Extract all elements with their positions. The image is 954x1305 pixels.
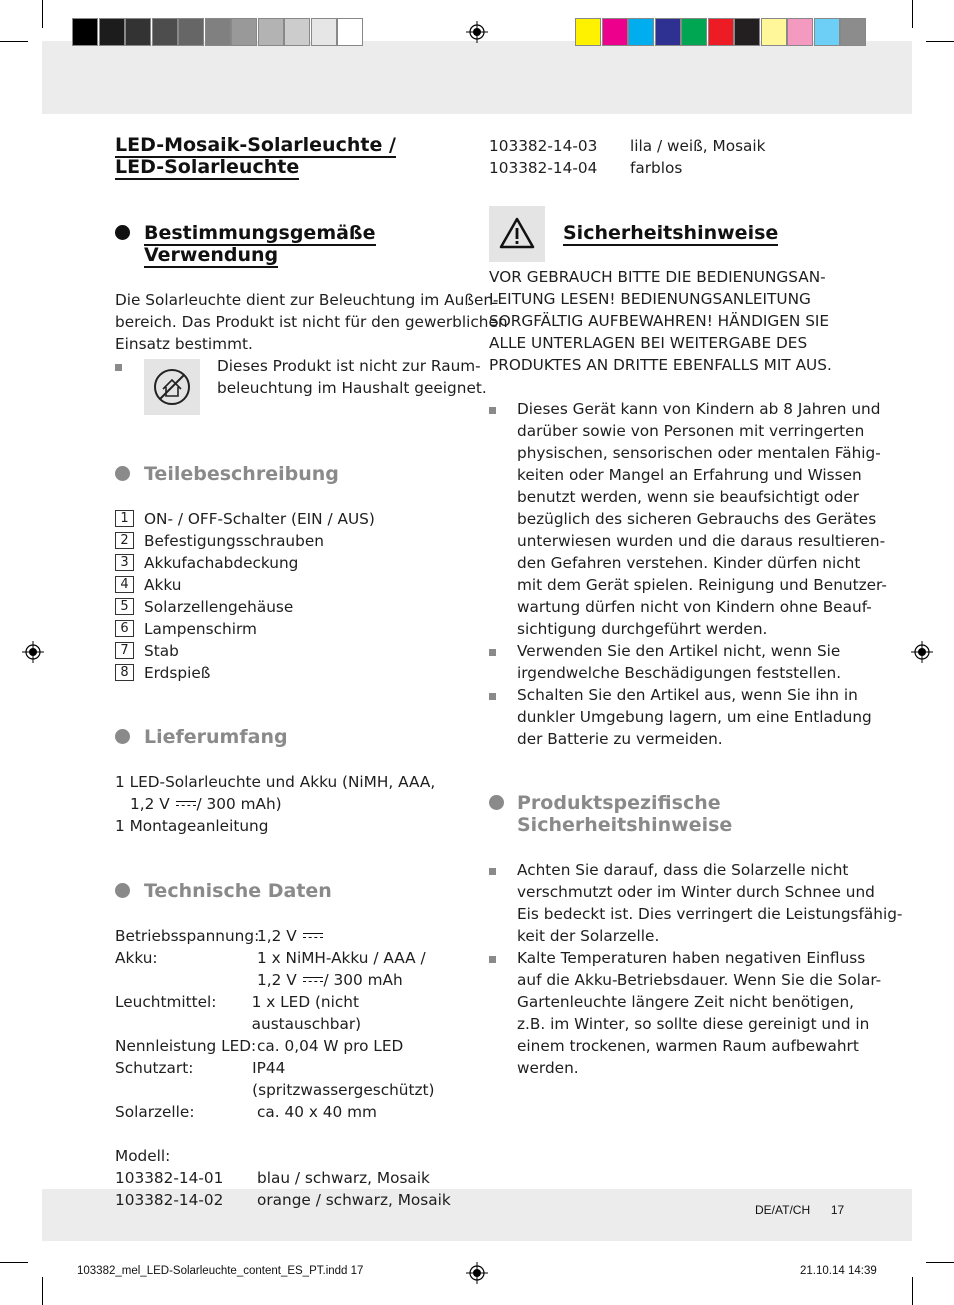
list-item-line: irgendwelche Beschädigungen feststellen. — [517, 664, 842, 682]
product-safety-list — [489, 859, 903, 1079]
dc-symbol-icon — [303, 932, 323, 941]
part-label: ON- / OFF-Schalter (EIN / AUS) — [144, 510, 375, 528]
list-item-line: Schalten Sie den Artikel aus, wenn Sie ihn in — [517, 686, 858, 704]
tech-label: Akku: — [115, 949, 158, 967]
tech-table — [115, 925, 465, 1211]
part-label: Befestigungsschrauben — [144, 532, 324, 550]
parts-list — [115, 508, 445, 684]
product-safety-heading-line: Sicherheitshinweise — [517, 814, 733, 836]
dc-symbol-icon — [303, 976, 323, 985]
usage-note-line: Dieses Produkt ist nicht zur Raum- — [217, 357, 481, 375]
model-code: 103382-14-04 — [489, 159, 598, 177]
header-band — [42, 41, 912, 114]
usage-line: Einsatz bestimmt. — [115, 335, 253, 353]
safety-caps-line: VOR GEBRAUCH BITTE DIE BEDIENUNGSAN- — [489, 268, 826, 286]
list-bullet — [489, 693, 496, 700]
tech-value: ca. 40 x 40 mm — [257, 1103, 377, 1121]
list-bullet — [489, 956, 496, 963]
list-item-line: dunkler Umgebung lagern, um eine Entladung — [517, 708, 872, 726]
model-code: 103382-14-02 — [115, 1191, 224, 1209]
tech-row — [115, 1035, 465, 1057]
color-swatch — [840, 18, 866, 46]
heading-bullet — [115, 466, 130, 481]
color-swatch — [575, 18, 601, 46]
list-item-line: Achten Sie darauf, dass die Solarzelle nicht — [517, 861, 849, 879]
list-item-line: physischen, sensorischen oder mentalen Fähig- — [517, 444, 881, 462]
heading-bullet — [115, 729, 130, 744]
tech-label: Schutzart: — [115, 1059, 194, 1077]
part-number: 7 — [115, 642, 134, 659]
list-item-line: Verwenden Sie den Artikel nicht, wenn Sie — [517, 642, 841, 660]
model-row — [115, 1189, 465, 1211]
section-heading-usage — [144, 222, 376, 266]
registration-mark-icon — [22, 641, 44, 663]
model-desc: lila / weiß, Mosaik — [630, 137, 766, 155]
list-bullet — [489, 868, 496, 875]
section-heading-safety — [563, 222, 778, 244]
scope-text — [115, 771, 435, 837]
list-item-line: Eis bedeckt ist. Dies verringert die Leistungsfähig- — [517, 905, 903, 923]
crop-mark — [42, 0, 43, 28]
list-item-line: darüber sowie von Personen mit verringerten — [517, 422, 865, 440]
color-swatch — [125, 18, 151, 46]
list-item-line: keiten oder Mangel an Erfahrung und Wissen — [517, 466, 862, 484]
crop-mark — [42, 1277, 43, 1305]
usage-line: Die Solarleuchte dient zur Beleuchtung im Außen- — [115, 291, 499, 309]
tech-value: 1 x NiMH-Akku / AAA / — [257, 949, 426, 967]
part-label: Erdspieß — [144, 664, 211, 682]
model-label: Modell: — [115, 1147, 171, 1165]
color-swatch — [337, 18, 363, 46]
tech-label: Nennleistung LED: — [115, 1037, 257, 1055]
list-item-line: verschmutzt oder im Winter durch Schnee und — [517, 883, 875, 901]
list-bullet — [489, 407, 496, 414]
slug-file: 103382_mel_LED-Solarleuchte_content_ES_PT.indd 17 — [77, 1265, 364, 1277]
registration-mark-icon — [466, 1262, 488, 1284]
list-item-line: mit dem Gerät spielen. Reinigung und Benutzer- — [517, 576, 887, 594]
safety-caps — [489, 266, 849, 376]
crop-mark — [912, 0, 913, 28]
part-label: Lampenschirm — [144, 620, 257, 638]
part-label: Akkufachabdeckung — [144, 554, 299, 572]
tech-row — [115, 947, 465, 969]
tech-row — [115, 991, 465, 1035]
tech-label: Betriebsspannung: — [115, 927, 260, 945]
safety-list — [489, 398, 887, 750]
color-swatch — [681, 18, 707, 46]
list-item-line: unterwiesen wurden und die daraus resultieren- — [517, 532, 886, 550]
part-label: Akku — [144, 576, 182, 594]
list-item-line: auf die Akku-Betriebsdauer. Wenn Sie die Solar- — [517, 971, 882, 989]
crop-mark — [926, 41, 954, 42]
color-swatch — [258, 18, 284, 46]
color-swatch — [99, 18, 125, 46]
tech-row — [115, 969, 465, 991]
color-swatch — [152, 18, 178, 46]
color-swatch — [761, 18, 787, 46]
part-label: Solarzellengehäuse — [144, 598, 294, 616]
color-swatch — [655, 18, 681, 46]
color-swatch — [284, 18, 310, 46]
registration-mark-icon — [911, 641, 933, 663]
list-bullet — [489, 649, 496, 656]
part-number: 8 — [115, 664, 134, 681]
model-desc: blau / schwarz, Mosaik — [257, 1169, 430, 1187]
tech-value: 1 x LED (nicht austauschbar) — [251, 993, 362, 1033]
list-item-line: wartung dürfen nicht von Kindern ohne Beauf- — [517, 598, 872, 616]
safety-caps-line: SORGFÄLTIG AUFBEWAHREN! HÄNDIGEN SIE — [489, 312, 830, 330]
list-item-line: Kalte Temperaturen haben negativen Einfluss — [517, 949, 866, 967]
tech-label: Solarzelle: — [115, 1103, 195, 1121]
part-number: 3 — [115, 554, 134, 571]
scope-line: 1 LED-Solarleuchte und Akku (NiMH, AAA, — [115, 773, 436, 791]
color-swatch — [311, 18, 337, 46]
heading-bullet — [115, 225, 130, 240]
safety-caps-line: PRODUKTES AN DRITTE EBENFALLS MIT AUS. — [489, 356, 832, 374]
tech-value: IP44 (spritzwassergeschützt) — [252, 1059, 435, 1099]
part-label: Stab — [144, 642, 179, 660]
page-footer — [755, 1203, 844, 1217]
color-swatch — [178, 18, 204, 46]
usage-text — [115, 289, 508, 355]
footer-locale: DE/AT/CH — [755, 1203, 811, 1217]
list-item-line: Gartenleuchte längere Zeit nicht benötigen, — [517, 993, 855, 1011]
model-desc: orange / schwarz, Mosaik — [257, 1191, 451, 1209]
crop-mark — [0, 1262, 28, 1263]
model-row — [489, 157, 829, 179]
registration-mark-icon — [466, 21, 488, 43]
section-heading-parts: Teilebeschreibung — [144, 463, 339, 485]
model-code: 103382-14-03 — [489, 137, 598, 155]
scope-line — [115, 793, 435, 815]
scope-capacity: / 300 mAh) — [196, 795, 282, 813]
color-swatch — [205, 18, 231, 46]
color-swatch — [628, 18, 654, 46]
model-continuation — [489, 135, 829, 179]
scope-voltage: 1,2 V — [130, 795, 170, 813]
safety-caps-line: LEITUNG LESEN! BEDIENUNGSANLEITUNG — [489, 290, 811, 308]
list-item-line: einem trockenen, warmen Raum aufbewahrt — [517, 1037, 859, 1055]
color-swatch — [708, 18, 734, 46]
usage-note — [217, 355, 487, 399]
crop-mark — [912, 1277, 913, 1305]
usage-heading-line-2: Verwendung — [144, 244, 279, 266]
model-code: 103382-14-01 — [115, 1169, 224, 1187]
list-item-line: der Batterie zu vermeiden. — [517, 730, 723, 748]
section-heading-product-safety — [517, 792, 732, 836]
model-row — [115, 1167, 465, 1189]
list-item-line: z.B. im Winter, so sollte diese gereinigt und in — [517, 1015, 870, 1033]
scope-line: 1 Montageanleitung — [115, 817, 269, 835]
list-item-line: werden. — [517, 1059, 579, 1077]
list-item-line: Dieses Gerät kann von Kindern ab 8 Jahren und — [517, 400, 881, 418]
part-number: 5 — [115, 598, 134, 615]
no-indoor-house-icon — [144, 359, 200, 415]
color-swatch — [231, 18, 257, 46]
list-item-line: benutzt werden, wenn sie beaufsichtigt oder — [517, 488, 860, 506]
title-line-2: LED-Solarleuchte — [115, 156, 300, 178]
model-desc: farblos — [630, 159, 683, 177]
tech-row — [115, 925, 465, 947]
tech-row — [115, 1101, 465, 1123]
page-number: 17 — [830, 1203, 845, 1217]
color-swatch — [734, 18, 760, 46]
heading-bullet — [489, 795, 504, 810]
part-number: 1 — [115, 510, 134, 527]
tech-value: ca. 0,04 W pro LED — [257, 1037, 404, 1055]
list-item-line: keit der Solarzelle. — [517, 927, 660, 945]
color-swatch — [814, 18, 840, 46]
tech-row — [115, 1057, 465, 1101]
tech-value — [257, 925, 324, 947]
part-number: 6 — [115, 620, 134, 637]
product-safety-heading-line: Produktspezifische — [517, 792, 721, 814]
tech-value-text: / 300 mAh — [323, 971, 403, 989]
model-row — [489, 135, 829, 157]
safety-caps-line: ALLE UNTERLAGEN BEI WEITERGABE DES — [489, 334, 808, 352]
tech-value — [257, 969, 403, 991]
slug-date: 21.10.14 14:39 — [800, 1265, 877, 1277]
part-number: 4 — [115, 576, 134, 593]
document-title — [115, 134, 396, 178]
crop-mark — [0, 41, 28, 42]
tech-value-text: 1,2 V — [257, 927, 297, 945]
tech-label — [115, 969, 257, 991]
color-swatch — [72, 18, 98, 46]
heading-bullet — [115, 883, 130, 898]
crop-mark — [926, 1262, 954, 1263]
usage-heading-line-1: Bestimmungsgemäße — [144, 222, 376, 244]
tech-label: Leuchtmittel: — [115, 993, 217, 1011]
list-item-line: bezüglich des sicheren Gebrauchs des Gerätes — [517, 510, 877, 528]
usage-note-line: beleuchtung im Haushalt geeignet. — [217, 379, 487, 397]
safety-heading-text: Sicherheitshinweise — [563, 222, 779, 244]
section-heading-tech: Technische Daten — [144, 880, 332, 902]
list-item-line: den Gefahren verstehen. Kinder dürfen nicht — [517, 554, 861, 572]
color-swatch — [787, 18, 813, 46]
list-bullet — [115, 364, 122, 371]
color-swatch — [602, 18, 628, 46]
section-heading-scope: Lieferumfang — [144, 726, 288, 748]
part-number: 2 — [115, 532, 134, 549]
warning-triangle-icon — [489, 206, 545, 262]
tech-value-text: 1,2 V — [257, 971, 297, 989]
usage-line: bereich. Das Produkt ist nicht für den gewerblichen — [115, 313, 508, 331]
title-line-1: LED-Mosaik-Solarleuchte / — [115, 134, 396, 156]
list-item-line: sichtigung durchgeführt werden. — [517, 620, 768, 638]
dc-symbol-icon — [176, 800, 196, 809]
